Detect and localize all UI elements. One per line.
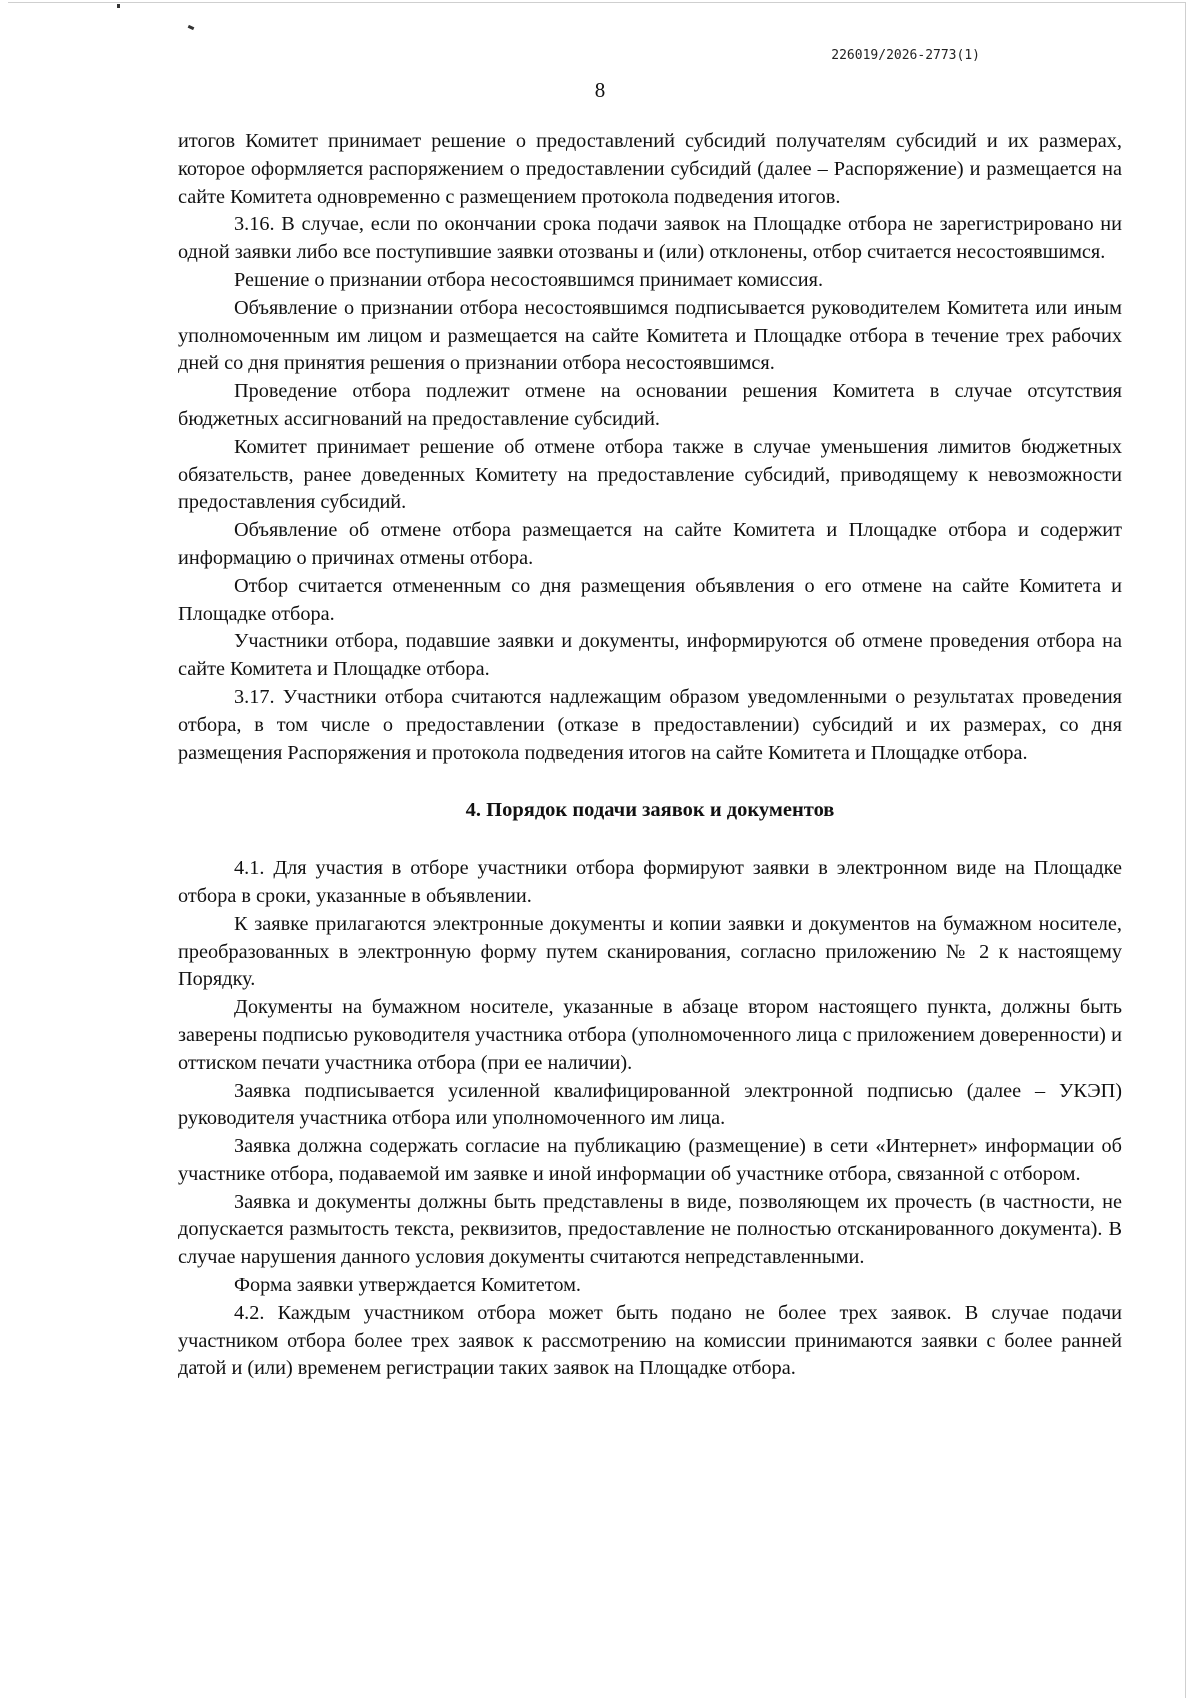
paragraph: Документы на бумажном носителе, указанные в абзаце втором настоящего пункта, должны быть заверены подписью руководителя участника отбора (уполномоченного лица с приложением доверенности) и оттиском печати участника отбора (при ее наличии). (178, 996, 1122, 1074)
paragraph: 4.1. Для участия в отборе участники отбора формируют заявки в электронном виде на Площадке отбора в сроки, указанные в объявлении. (178, 857, 1122, 907)
document-id: 226019/2026-2773(1) (831, 48, 980, 63)
paragraph: 3.16. В случае, если по окончании срока подачи заявок на Площадке отбора не зарегистрировано ни одной заявки либо все поступившие заявки отозваны и (или) отклонены, отбор считается несостоявшимся. (178, 213, 1122, 264)
paragraph: Отбор считается отмененным со дня размещения объявления о его отмене на сайте Комитета и Площадке отбора. (178, 574, 1122, 625)
paragraph: К заявке прилагаются электронные документы и копии заявки и документов на бумажном носителе, преобразованных в электронную форму путем сканирования, согласно приложению № 2 к настоящему Порядку. (178, 912, 1122, 991)
paragraph: 4.2. Каждым участником отбора может быть подано не более трех заявок. В случае подачи участником отбора более трех заявок к рассмотрению на комиссии принимаются заявки с более ранней датой и (или) временем регистрации таких заявок на Площадке отбора. (178, 1301, 1122, 1380)
paragraph: Форма заявки утверждается Комитетом. (234, 1274, 581, 1297)
page-number: 8 (594, 78, 606, 102)
scan-speck (117, 4, 120, 8)
paragraph: итогов Комитет принимает решение о предоставлений субсидий получателям субсидий и их размерах, которое оформляется распоряжением о предоставлении субсидий (далее – Распоряжение) и размещается на сайте Комитета одновременно с размещением протокола подведения итогов. (178, 130, 1122, 208)
document-body (178, 128, 1122, 1383)
paragraph: Объявление о признании отбора несостоявшимся подписывается руководителем Комитета или иным уполномоченным им лицом и размещается на сайте Комитета и Площадке отбора в течение трех рабочих дней со дня принятия решения о признании отбора несостоявшимся. (178, 296, 1122, 375)
paragraph: Заявка подписывается усиленной квалифицированной электронной подписью (далее – УКЭП) руководителя участника отбора или уполномоченного им лица. (178, 1079, 1122, 1130)
paragraph: Проведение отбора подлежит отмене на основании решения Комитета в случае отсутствия бюджетных ассигнований на предоставление субсидий. (178, 380, 1122, 430)
paragraph: Объявление об отмене отбора размещается на сайте Комитета и Площадке отбора и содержит информацию о причинах отмены отбора. (178, 519, 1122, 569)
section-heading: 4. Порядок подачи заявок и документов (465, 799, 835, 822)
paragraph: Комитет принимает решение об отмене отбора также в случае уменьшения лимитов бюджетных обязательств, ранее доведенных Комитету на предоставление субсидий, приводящему к невозможности предоставления субсидий. (178, 435, 1122, 514)
paragraph: 3.17. Участники отбора считаются надлежащим образом уведомленными о результатах проведения отбора, в том числе о предоставлении (отказе в предоставлении) субсидий и их размерах, со дня размещения Распоряжения и протокола подведения итогов на сайте Комитета и Площадке отбора. (178, 685, 1122, 764)
paragraph: Заявка должна содержать согласие на публикацию (размещение) в сети «Интернет» информации об участнике отбора, подаваемой им заявке и иной информации об участнике отбора, связанной с отбором. (178, 1135, 1122, 1185)
paragraph: Участники отбора, подавшие заявки и документы, информируются об отмене проведения отбора на сайте Комитета и Площадке отбора. (178, 630, 1122, 681)
paragraph: Заявка и документы должны быть представлены в виде, позволяющем их прочесть (в частности, не допускается размытость текста, реквизитов, предоставление не полностью отсканированного документа). В случае нарушения данного условия документы считаются непредставленными. (178, 1190, 1122, 1269)
paragraph: Решение о признании отбора несостоявшимся принимает комиссия. (234, 268, 824, 291)
